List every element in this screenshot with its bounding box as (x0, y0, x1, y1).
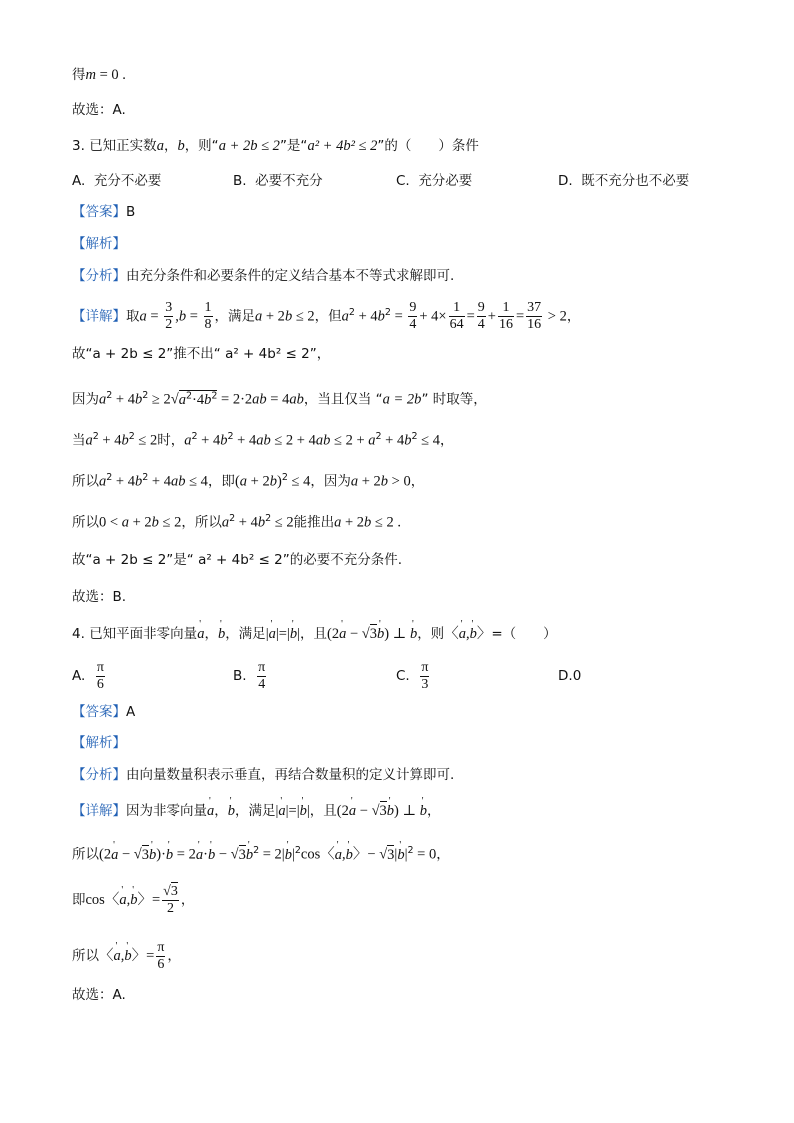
q3-detail-line2: 故“a + 2b ≤ 2”推不出“ a² + 4b² ≤ 2”， (72, 346, 331, 362)
q3-detail-line1: 【详解】取a = $\frac{3}{2}$ ,b = $\frac{1}{8}$ ，满足a + 2b ≤ 2，但$a^2 + 4b^2$ = $\frac{9}{4}$ + 4× $\frac{1}{64}$ = $\frac{9}{4}$ + $\frac{1}{16}$ = $\frac{37}{16}$ > 2， (72, 300, 581, 332)
q4-detail-line2: 所以(2' a − √3' b)·' b = 2' a·' b − √3' $b^2 = 2|'$ $b|^2\cos$〈' a,' b〉− √3|' $b|^2 = 0$， (72, 842, 450, 864)
q3-detail-line4: 当$a^2 + 4b^2 \le 2$时，$a^2 + 4b^2 + 4ab \le 2 + 4ab \le 2 + a^2 + 4b^2 \le 4$， (72, 431, 454, 449)
q2-result-line: 得m = 0 . (72, 67, 126, 83)
q4-stem: 4. 已知平面非零向量' a，' b，满足|' a|=|' b|，且(2' a − √3' b) ⊥ ' b，则〈' a,' b〉=（ ） (72, 625, 557, 643)
q4-detail-line3: 即cos〈' a,' b〉= $\frac{√3}{2}$ ， (72, 884, 194, 916)
q3-answer: 【答案】B (72, 204, 136, 220)
q3-option-c: C. 充分必要 (396, 173, 473, 189)
q4-option-a: A. $\frac{\pi}{6}$ (72, 659, 104, 692)
q3-option-b: B. 必要不充分 (233, 173, 323, 189)
q3-analysis-tag: 【解析】 (72, 236, 126, 252)
q4-fenxi: 【分析】由向量数量积表示垂直，再结合数量积的定义计算即可. (72, 767, 455, 783)
q4-analysis-tag: 【解析】 (72, 735, 126, 751)
q3-detail-line5: 所以$a^2 + 4b^2 + 4ab \le 4$，即$(a + 2b)^2 \le 4$，因为a + 2b > 0， (72, 472, 425, 490)
q3-choice: 故选：B. (72, 589, 127, 605)
q4-option-c: C. $\frac{\pi}{3}$ (396, 659, 429, 692)
q3-fenxi: 【分析】由充分条件和必要条件的定义结合基本不等式求解即可. (72, 268, 455, 284)
q4-answer: 【答案】A (72, 704, 136, 720)
q4-detail-line1: 【详解】因为非零向量' a，' b，满足|' a|=|' b|，且(2' a − √3' b) ⊥ ' b， (72, 802, 441, 820)
q4-option-d: D.0 (558, 668, 582, 684)
q4-option-b: B. $\frac{\pi}{4}$ (233, 659, 266, 692)
q3-detail-line3: 因为$a^2 + 4b^2 \ge 2√a^2\cdot 4b^2 = 2\cdot 2ab = 4ab$，当且仅当 “a = 2b” 时取等， (72, 390, 487, 408)
q4-choice: 故选：A. (72, 987, 126, 1003)
q3-detail-line6: 所以0 < a + 2b ≤ 2，所以$a^2 + 4b^2 \le 2$能推出a + 2b ≤ 2 . (72, 513, 401, 531)
q2-choice-line: 故选：A. (72, 102, 126, 118)
q3-detail-line7: 故“a + 2b ≤ 2”是“ a² + 4b² ≤ 2”的必要不充分条件. (72, 552, 402, 568)
q3-stem: 3. 已知正实数a，b，则“a + 2b ≤ 2”是“a² + 4b² ≤ 2”的（ ）条件 (72, 138, 479, 154)
q4-detail-line4: 所以〈' a,' b〉= $\frac{\pi}{6}$ ， (72, 940, 181, 972)
q3-option-a: A. 充分不必要 (72, 173, 162, 189)
q3-option-d: D. 既不充分也不必要 (558, 173, 690, 189)
